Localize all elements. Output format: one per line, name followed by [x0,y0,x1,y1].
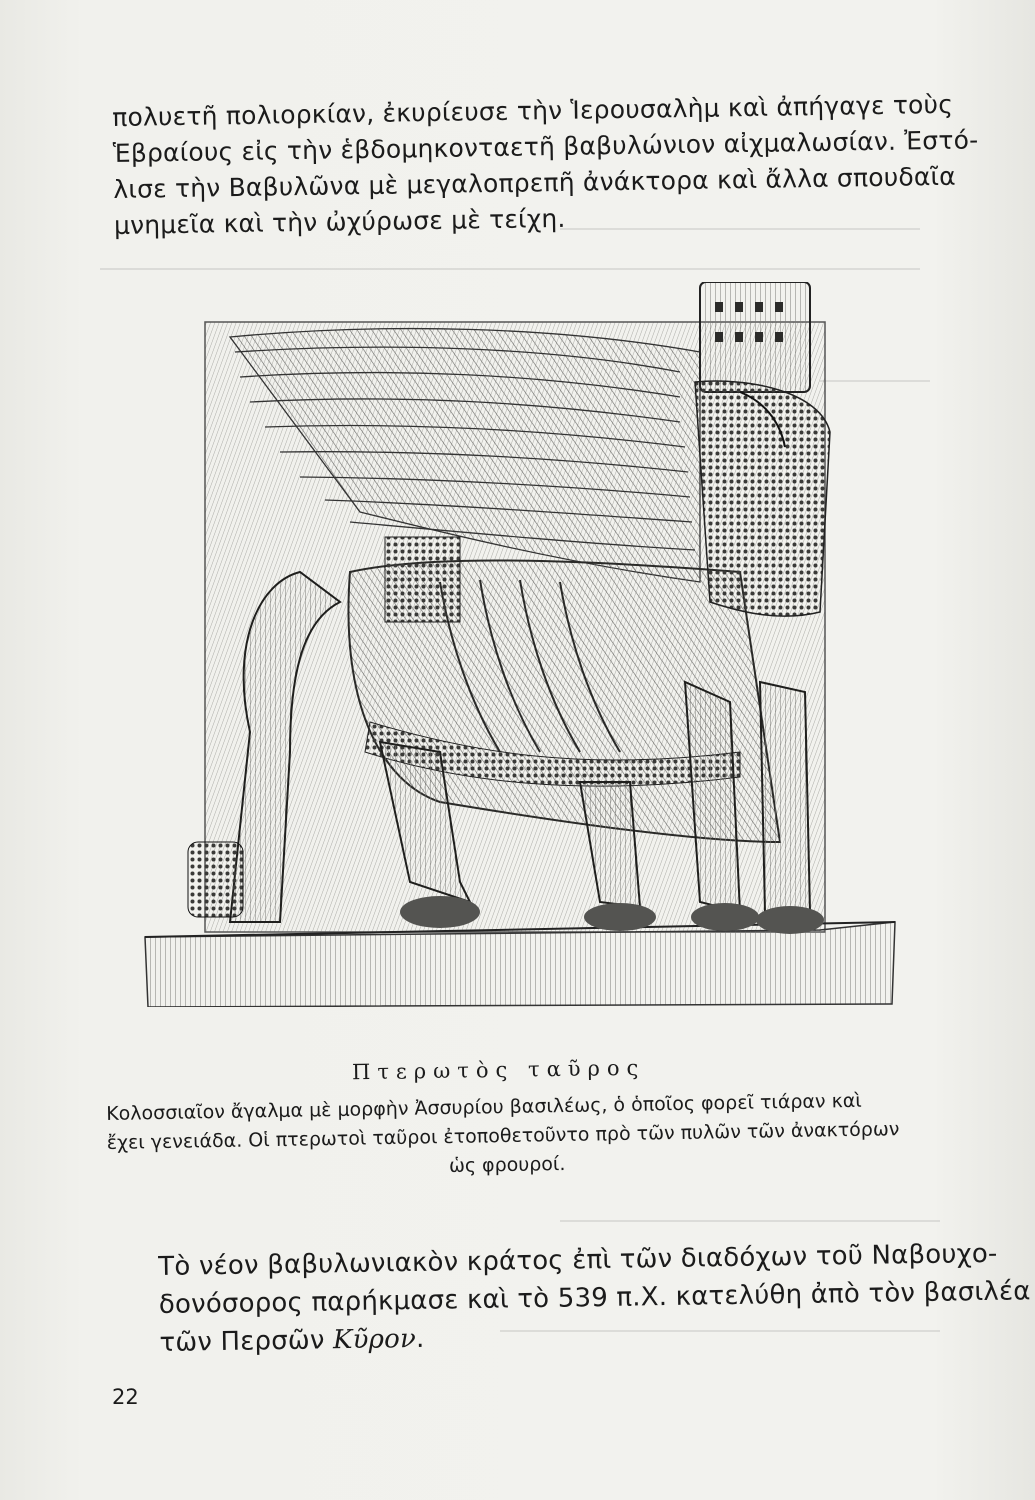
paragraph-line: μνημεῖα καὶ τὴν ὠχύρωσε μὲ τείχη. [113,203,566,240]
paragraph-line: λισε τὴν Βαβυλῶνα μὲ μεγαλοπρεπῆ ἀνάκτορα καὶ ἄλλα σπουδαῖα [113,161,957,204]
king-name: Κῦρον [332,1323,417,1356]
paragraph-text: τῶν Περσῶν [159,1325,334,1358]
paragraph-punctuation: . [415,1323,425,1354]
winged-bull-illustration [140,282,900,1007]
caption-line: ὡς φρουροί. [448,1152,566,1178]
caption-line: Κολοσσιαῖον ἄγαλμα μὲ μορφὴν Ἀσσυρίου βασιλέως, ὁ ὁποῖος φορεῖ τιάραν καὶ [106,1089,862,1125]
paragraph-line: Τὸ νέον βαβυλωνιακὸν κράτος ἐπὶ τῶν διαδόχων τοῦ Ναβουχο- [158,1238,998,1282]
show-through-mark [560,1220,940,1222]
show-through-mark [100,268,920,270]
figure-caption [106,1086,937,1187]
page-number: 22 [112,1385,139,1409]
figure-title: Πτερωτὸς ταῦρος [351,1055,646,1085]
paragraph-line: δονόσορος παρήκμασε καὶ τὸ 539 π.Χ. κατελύθη ἀπὸ τὸν βασιλέα [158,1276,1031,1320]
paragraph-line: Ἑβραίους εἰς τὴν ἑβδομηκονταετῆ βαβυλώνιον αἰχμαλωσίαν. Ἐστό- [112,125,979,168]
caption-line: ἔχει γενειάδα. Οἱ πτερωτοὶ ταῦροι ἐτοποθετοῦντο πρὸ τῶν πυλῶν τῶν ἀνακτόρων [106,1118,900,1154]
bottom-paragraph [158,1236,1031,1362]
top-paragraph [112,87,979,244]
paragraph-line: πολυετῆ πολιορκίαν, ἐκυρίευσε τὴν Ἱερουσαλὴμ καὶ ἀπήγαγε τοὺς [112,89,954,132]
